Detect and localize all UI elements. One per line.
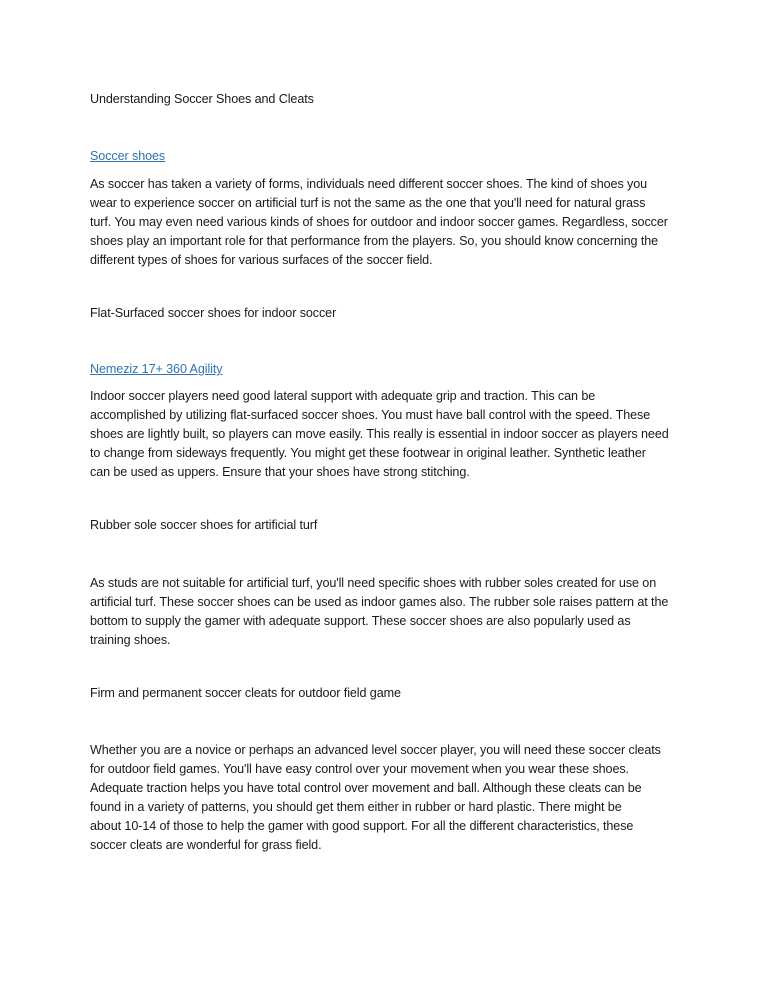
soccer-shoes-paragraph xyxy=(90,175,682,270)
paragraph-line: different types of shoes for various surfaces of the soccer field. xyxy=(90,252,433,267)
artificial-turf-paragraph xyxy=(90,574,682,650)
outdoor-cleats-heading: Firm and permanent soccer cleats for outdoor field game xyxy=(90,686,401,700)
soccer-shoes-link[interactable]: Soccer shoes xyxy=(90,149,166,163)
paragraph-line: accomplished by utilizing flat-surfaced soccer shoes. You must have ball control with the speed. These xyxy=(90,407,651,422)
paragraph-line: for outdoor field games. You'll have easy control over your movement when you wear these shoes. xyxy=(90,761,629,776)
paragraph-line: Whether you are a novice or perhaps an advanced level soccer player, you will need these soccer cleats xyxy=(90,743,661,757)
paragraph-line: can be used as uppers. Ensure that your shoes have strong stitching. xyxy=(90,464,470,479)
paragraph-line: As studs are not suitable for artificial turf, you'll need specific shoes with rubber soles created for use on xyxy=(90,576,657,590)
paragraph-line: to change from sideways frequently. You might get these footwear in original leather. Synthetic leather xyxy=(90,445,646,460)
outdoor-cleats-paragraph xyxy=(90,741,682,854)
paragraph-line: wear to experience soccer on artificial turf is not the same as the one that you'll need for natural grass xyxy=(90,195,646,210)
paragraph-line: bottom to supply the gamer with adequate support. These soccer shoes are also popularly used as xyxy=(90,613,631,628)
paragraph-line: As soccer has taken a variety of forms, individuals need different soccer shoes. The kind of shoes you xyxy=(90,177,648,191)
nemeziz-agility-link[interactable]: Nemeziz 17+ 360 Agility xyxy=(90,362,223,376)
indoor-shoes-paragraph xyxy=(90,387,682,482)
paragraph-line: artificial turf. These soccer shoes can be used as indoor games also. The rubber sole raises pattern at the xyxy=(90,594,669,609)
paragraph-line: shoes play an important role for that performance from the players. So, you should know concerning the xyxy=(90,233,659,248)
paragraph-line: shoes are lightly built, so players can move easily. This really is essential in indoor soccer as players need xyxy=(90,426,669,441)
paragraph-line: turf. You may even need various kinds of shoes for outdoor and indoor soccer games. Regardless, soccer xyxy=(90,214,668,229)
paragraph-line: training shoes. xyxy=(90,632,171,647)
paragraph-line: Indoor soccer players need good lateral support with adequate grip and traction. This can be xyxy=(90,389,596,403)
paragraph-line: about 10-14 of those to help the gamer with good support. For all the different characteristics, these xyxy=(90,818,634,833)
paragraph-line: soccer cleats are wonderful for grass field. xyxy=(90,837,322,852)
document-title: Understanding Soccer Shoes and Cleats xyxy=(90,92,314,106)
paragraph-line: Adequate traction helps you have total control over movement and ball. Although these cleats can be xyxy=(90,780,642,795)
artificial-turf-heading: Rubber sole soccer shoes for artificial turf xyxy=(90,518,318,532)
paragraph-line: found in a variety of patterns, you should get them either in rubber or hard plastic. There might be xyxy=(90,799,622,814)
document-page xyxy=(90,0,690,994)
indoor-shoes-heading: Flat-Surfaced soccer shoes for indoor soccer xyxy=(90,306,337,320)
